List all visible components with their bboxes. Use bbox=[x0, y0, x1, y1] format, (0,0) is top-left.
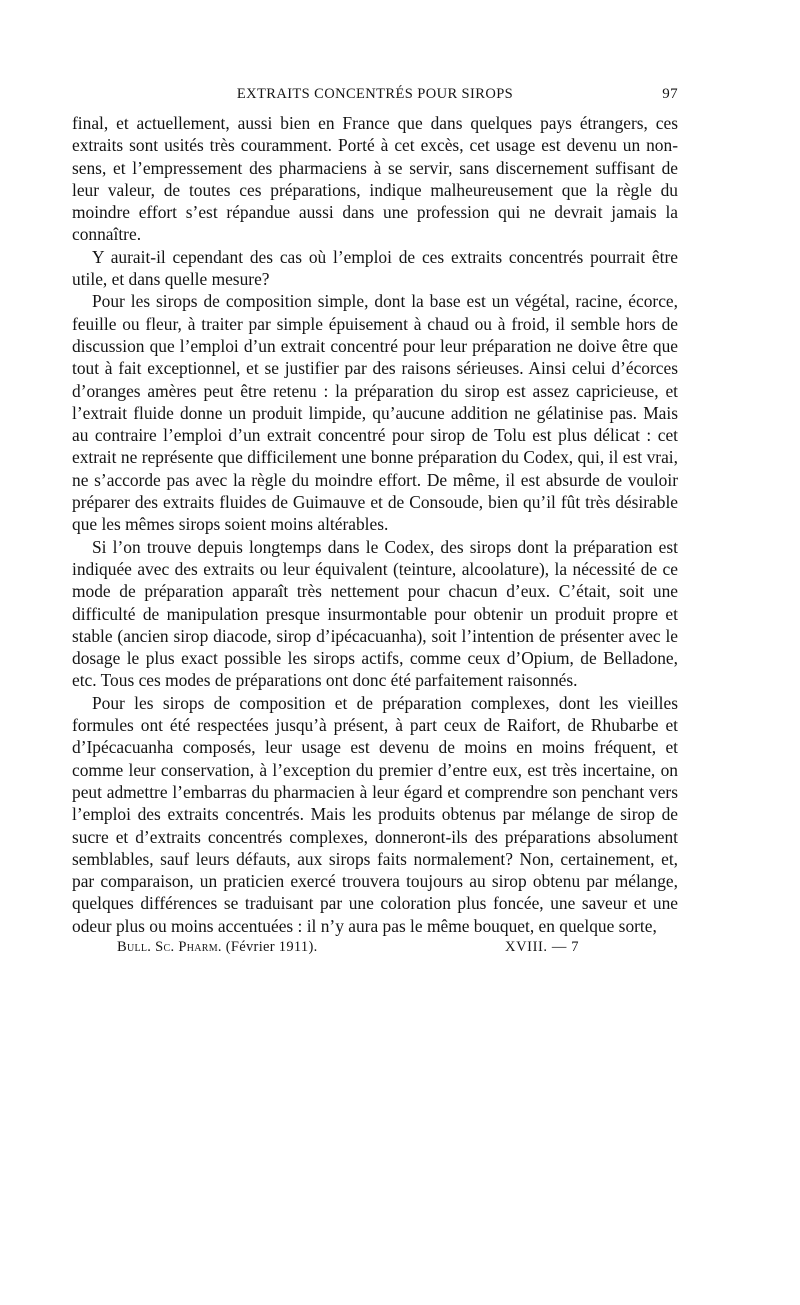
paragraph-3: Pour les sirops de composition simple, dont la base est un végétal, racine, écorce, feuille ou fleur, à traiter par simple épuisement à chaud ou à froid, il semble hors de discussion que l’emploi d’un extrait concentré pour leur préparation ne doive être que tout à fait exceptionnel, et se justifier par des raisons sérieuses. Ainsi celui d’écorces d’oranges amères peut être retenu : la préparation du sirop est assez capricieuse, et l’extrait fluide donne un produit limpide, qu’aucune addition ne gélatinise pas. Mais au contraire l’emploi d’un extrait concentré pour sirop de Tolu est plus délicat : cet extrait ne représente que difficilement une bonne préparation du Codex, qui, il est vrai, ne s’accorde pas avec la règle du moindre effort. De même, il est absurde de vouloir préparer des extraits fluides de Guimauve et de Consoude, bien qu’il fût très désirable que les mêmes sirops soient moins altérables. bbox=[72, 291, 678, 535]
running-header bbox=[72, 86, 678, 112]
footer-citation bbox=[117, 939, 318, 956]
body-text bbox=[72, 112, 678, 937]
page-footer bbox=[72, 939, 678, 961]
running-title: EXTRAITS CONCENTRÉS POUR SIROPS bbox=[236, 86, 514, 102]
book-page bbox=[72, 86, 678, 961]
footer-journal: Bull. Sc. Pharm. bbox=[117, 938, 222, 955]
footer-signature: XVIII. — 7 bbox=[505, 938, 580, 955]
paragraph-2: Y aurait-il cependant des cas où l’emploi de ces extraits concentrés pourrait être utile, et dans quelle mesure? bbox=[72, 246, 678, 290]
footer-date: (Février 1911). bbox=[225, 938, 318, 955]
paragraph-4: Si l’on trouve depuis longtemps dans le Codex, des sirops dont la préparation est indiquée avec des extraits ou leur équivalent (teinture, alcoolature), la nécessité de ce mode de préparation apparaît très nettement pour chacun d’eux. C’était, soit une difficulté de manipulation presque insurmontable pour obtenir un produit propre et stable (ancien sirop diacode, sirop d’ipécacuanha), soit l’intention de présenter avec le dosage le plus exact possible les sirops actifs, comme ceux d’Opium, de Belladone, etc. Tous ces modes de préparations ont donc été parfaitement raisonnés. bbox=[72, 536, 678, 691]
page-number: 97 bbox=[662, 86, 678, 102]
paragraph-1: final, et actuellement, aussi bien en France que dans quelques pays étrangers, ces extraits sont usités très couramment. Porté à cet excès, cet usage est devenu un non-sens, et l’empressement des pharmaciens à se servir, sans discernement suffisant de leur valeur, de toutes ces préparations, indique malheureusement que la règle du moindre effort s’est répandue aussi dans une profession qui ne devrait jamais la connaître. bbox=[72, 113, 678, 245]
paragraph-5: Pour les sirops de composition et de préparation complexes, dont les vieilles formules ont été respectées jusqu’à présent, à part ceux de Raifort, de Rhubarbe et d’Ipécacuanha composés, leur usage est devenu de moins en moins fréquent, et comme leur conservation, à l’exception du premier d’entre eux, est très incertaine, on peut admettre l’embarras du pharmacien à leur égard et comprendre son penchant vers l’emploi des extraits concentrés. Mais les produits obtenus par mélange de sirop de sucre et d’extraits concentrés complexes, donneront-ils des préparations absolument semblables, sauf leurs défauts, aux sirops faits normalement? Non, certainement, et, par comparaison, un praticien exercé trouvera toujours au sirop obtenu par mélange, quelques différences se traduisant par une coloration plus foncée, une saveur et une odeur plus ou moins accentuées : il n’y aura pas le même bouquet, en quelque sorte, bbox=[72, 692, 678, 936]
